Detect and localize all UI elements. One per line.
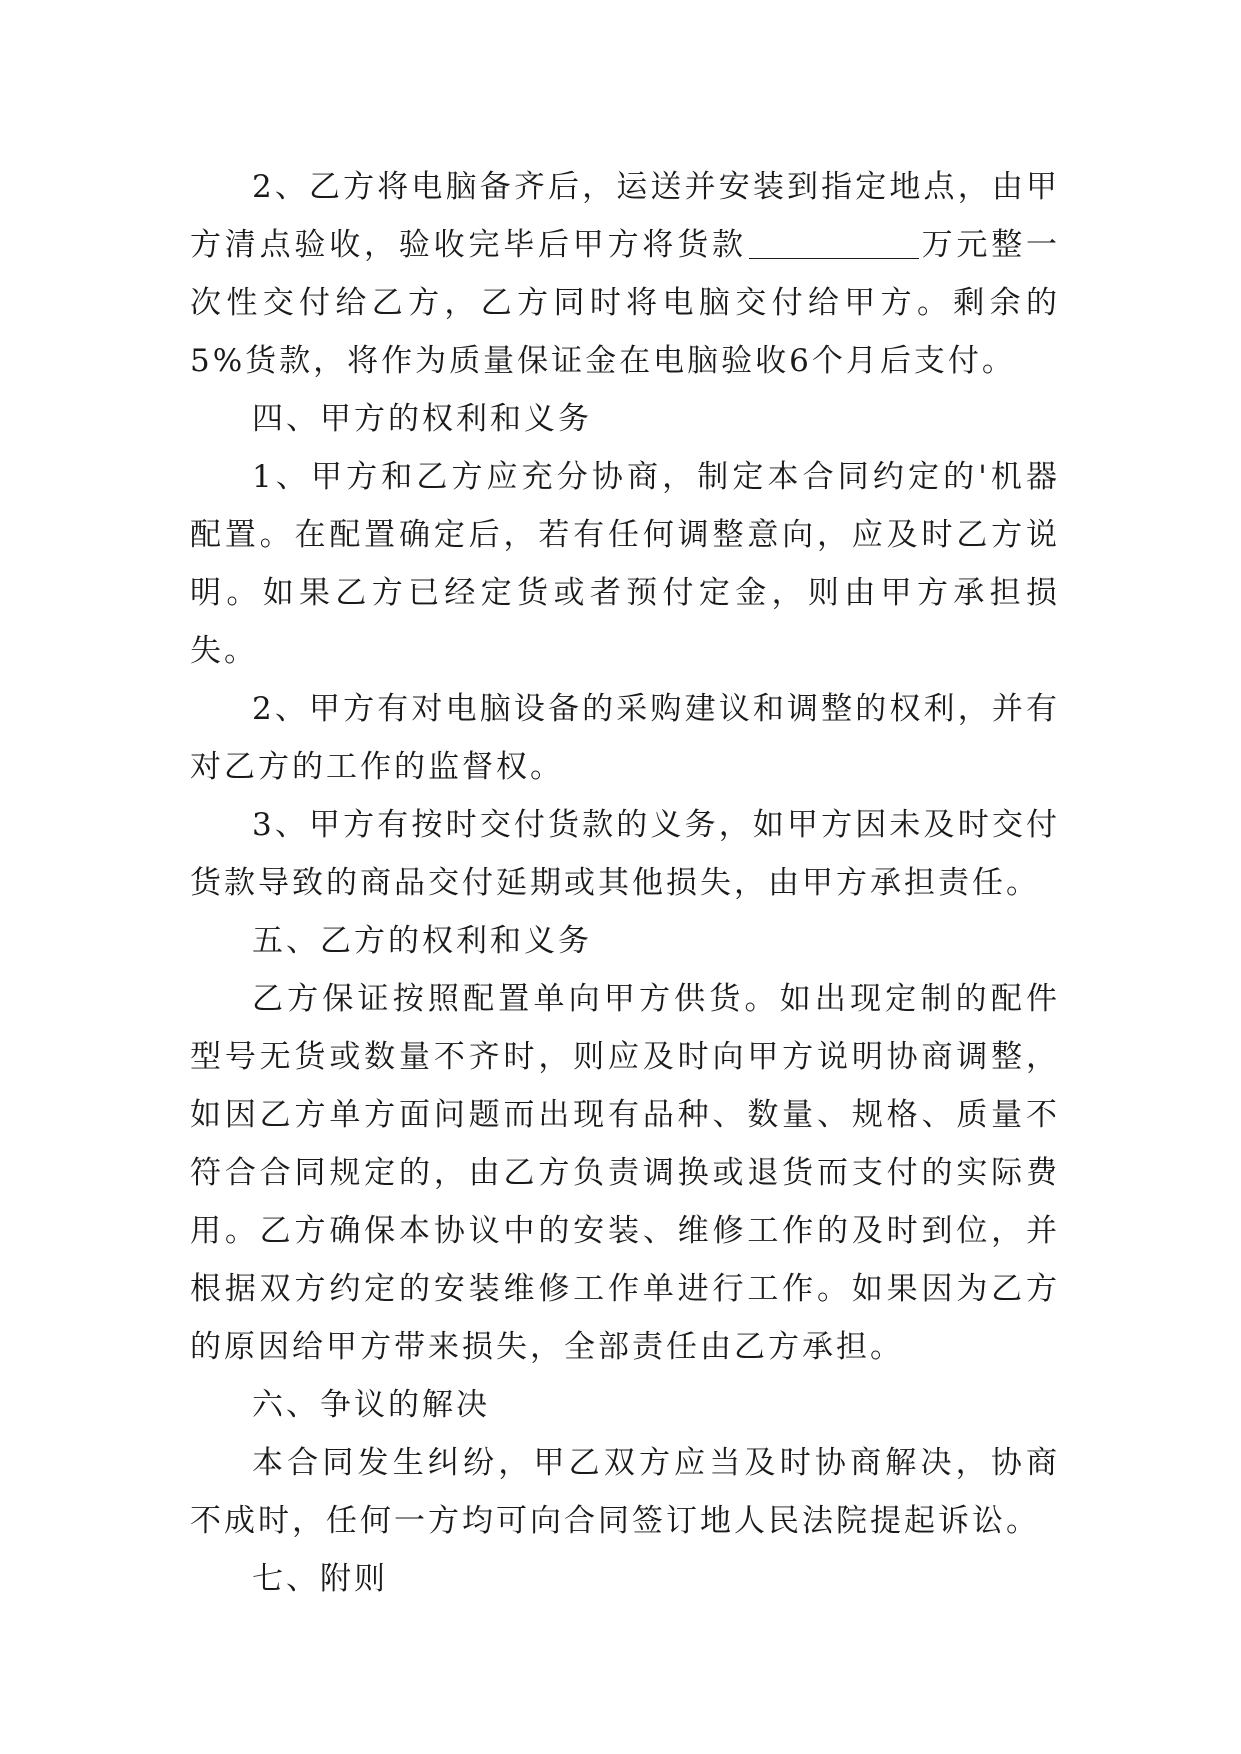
section-4-item-1: 1、甲方和乙方应充分协商，制定本合同约定的'机器配置。在配置确定后，若有任何调整意向，应及时乙方说明。如果乙方已经定货或者预付定金，则由甲方承担损失。	[190, 459, 1060, 669]
section-4-item-3: 3、甲方有按时交付货款的义务，如甲方因未及时交付货款导致的商品交付延期或其他损失，由甲方承担责任。	[190, 807, 1060, 901]
section-5-heading: 五、乙方的权利和义务	[252, 923, 592, 959]
document-body	[190, 158, 1060, 1608]
section-6-paragraph: 本合同发生纠纷，甲乙双方应当及时协商解决，协商不成时，任何一方均可向合同签订地人民法院提起诉讼。	[190, 1445, 1060, 1539]
payment-clause-paragraph	[190, 158, 1060, 390]
section-5-paragraph: 乙方保证按照配置单向甲方供货。如出现定制的配件型号无货或数量不齐时，则应及时向甲方说明协商调整，如因乙方单方面问题而出现有品种、数量、规格、质量不符合合同规定的，由乙方负责调换或退货而支付的实际费用。乙方确保本协议中的安装、维修工作的及时到位，并根据双方约定的安装维修工作单进行工作。如果因为乙方的原因给甲方带来损失，全部责任由乙方承担。	[190, 981, 1060, 1365]
section-7-heading: 七、附则	[252, 1561, 388, 1597]
payment-clause-text-before: 2、乙方将电脑备齐后，运送并安装到指定地点，由甲方清点验收，验收完毕后甲方将货款	[190, 169, 1060, 263]
amount-blank-line	[749, 228, 919, 259]
section-4-item-2: 2、甲方有对电脑设备的采购建议和调整的权利，并有对乙方的工作的监督权。	[190, 691, 1060, 785]
section-4-heading: 四、甲方的权利和义务	[252, 401, 592, 437]
section-6-heading: 六、争议的解决	[252, 1387, 490, 1423]
payment-clause-text-after: 万元整一次性交付给乙方，乙方同时将电脑交付给甲方。剩余的5%货款，将作为质量保证金在电脑验收6个月后支付。	[190, 227, 1061, 379]
